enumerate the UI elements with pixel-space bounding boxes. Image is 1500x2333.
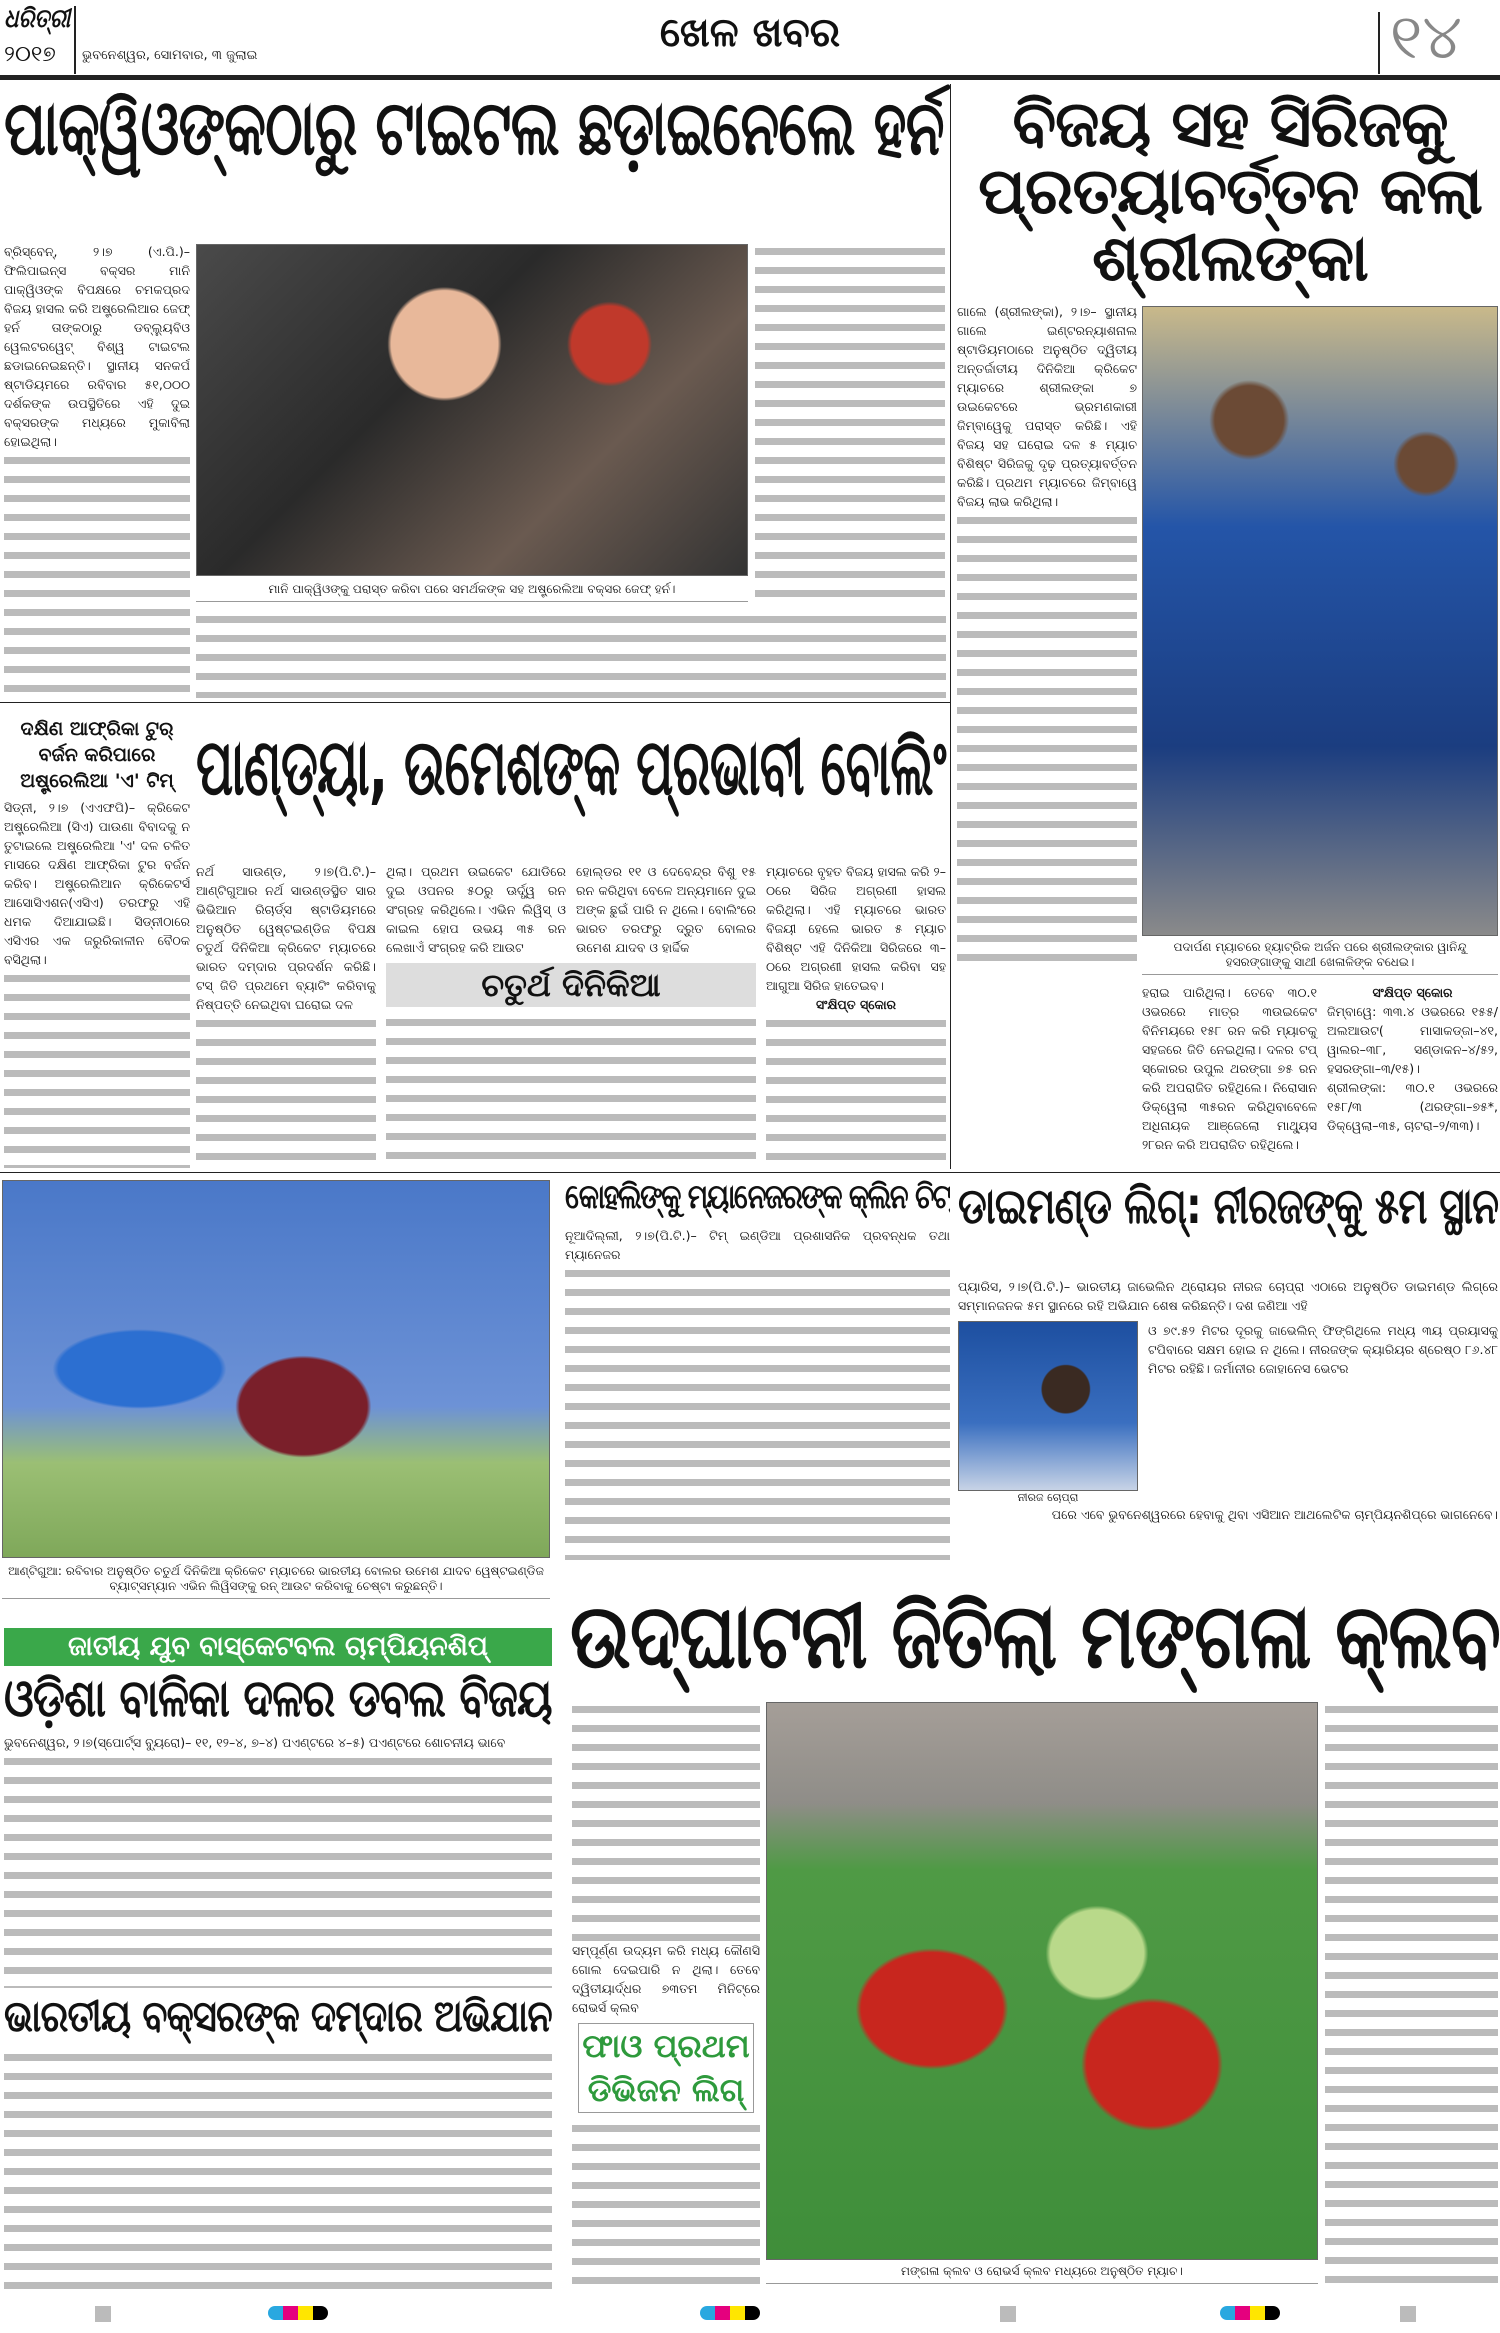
srilanka-caption: ପଦାର୍ପଣ ମ୍ୟାଚରେ ହ୍ୟାଟ୍ରିକ ଅର୍ଜନ ପରେ ଶ୍ରୀଲଙ୍କାର ୱାନିନ୍ଦୁ ହସରଙ୍ଗାଙ୍କୁ ସାଥୀ ଖେଳାଳିଙ୍କ ବଧେଇ। [1142,940,1498,975]
print-marks [0,2300,1500,2333]
fao-box-line1: ଫାଓ ପ୍ରଥମ [582,2027,750,2066]
srilanka-bottom [1142,940,1498,1168]
football-lead: ସମ୍ପୂର୍ଣ୍ଣ ଉଦ୍ୟମ କରି ମଧ୍ୟ କୌଣସି ଗୋଲ ଦେଇପାରି ନ ଥିଲା। ତେବେ ଦ୍ୱିତୀୟାର୍ଦ୍ଧର ୭୩ତମ ମିନିଟ୍‌ରେ ରୋଭର୍ସ କ୍ଲବ [572,1943,760,2016]
logo-year: ୨୦୧୭ [4,42,56,67]
srilanka-body: ହରାଇ ପାରିଥିଲା। ତେବେ ୩୦.୧ ଓଭରରେ ମାତ୍ର ୩ଉଇକେଟ ବିନିମୟରେ ୧୫୮ ରନ କରି ମ୍ୟାଚକୁ ସହଜରେ ଜିତି ନେଇଥିଲା। ଦଳର ଟପ୍‌ ସ୍କୋରର ଉପୁଲ ଥରଙ୍ଗା ୭୫ ରନ କରି ଅପରାଜିତ ରହିଥିଲେ। ନିରୋସାନ ଡିକ୍‌ୱେଲା ୩୫ରନ କରିଥିବାବେଳେ ଅଧିନାୟକ ଆଞ୍ଜେଲୋ ମାଥ୍ୟୁସ ୨୮ରନ କରି ଅପରାଜିତ ରହିଥିଲେ। [1142,985,1317,1152]
kohli-body: ନୂଆଦିଲ୍ଲୀ, ୨।୭(ପି.ଟି.)– ଟିମ୍‌ ଇଣ୍ଡିଆ ପ୍ରଶାସନିକ ପ୍ରବନ୍ଧକ ତଥା ମ୍ୟାନେଜର [565,1227,950,1262]
pandya-col2: ଥିଲା। ପ୍ରଥମ ଉଇକେଟ ଯୋଡିରେ ଦୁଇ ଓପନର ୫୦ରୁ ଊର୍ଦ୍ଧ୍ୱ ରନ ସଂଗ୍ରହ କରିଥିଲେ। ଏଭିନ ଲିୱିସ୍‌ ଓ କାଇଲ ହୋପ ଉଭୟ ୩୫ ରନ ଲେଖାଏଁ ସଂଗ୍ରହ କରି ଆଉଟ [386,864,566,955]
kohli-block [565,1180,950,1560]
neeraj-photo [958,1321,1138,1491]
boxers-block [4,1994,552,2290]
page-number: ୧୪ [1390,0,1463,73]
basketball-headline: ଓଡ଼ିଶା ବାଳିକା ଦଳର ଡବଲ ବିଜୟ [4,1669,552,1729]
cricket-photo [2,1180,550,1558]
basketball-body: ଭୁବନେଶ୍ୱର, ୨।୭(ସ୍ପୋର୍ଟ୍ସ ବ୍ୟୁରୋ)– ୧୧, ୧୨–୪, ୭–୪) ପଏଣ୍ଟରେ ୪–୫) ପଏଣ୍ଟରେ ଶୋଚନୀୟ ଭାବେ [4,1734,506,1750]
fourth-odi-box: ଚତୁର୍ଥ ଦିନିକିଆ [386,963,756,1007]
cricket-photo-caption: ଆଣ୍ଟିଗୁଆ: ରବିବାର ଅନୁଷ୍ଠିତ ଚତୁର୍ଥ ଦିନିକିଆ କ୍ରିକେଟ ମ୍ୟାଚରେ ଭାରତୀୟ ବୋଲର ଉମେଶ ଯାଦବ ୱେଷ୍ଟଇଣ୍ଡିଜ ବ୍ୟାଟ୍ସମ୍ୟାନ ଏଭିନ ଲିୱିସଙ୍କୁ ରନ୍‌ ଆଉଟ କରିବାକୁ ଚେଷ୍ଟା କରୁଛନ୍ତି। [2,1564,550,1599]
srilanka-lead-text: ଗାଲେ (ଶ୍ରୀଲଙ୍କା), ୨।୭– ସ୍ଥାନୀୟ ଗାଲେ ଇଣ୍ଟରନ୍ୟାଶନାଲ ଷ୍ଟାଡିୟମଠାରେ ଅନୁଷ୍ଠିତ ଦ୍ୱିତୀୟ ଅନ୍ତର୍ଜାତୀୟ ଦିନିକିଆ କ୍ରିକେଟ ମ୍ୟାଚରେ ଶ୍ରୀଲଙ୍କା ୭ ଉଇକେଟରେ ଭ୍ରମଣକାରୀ ଜିମ୍ବାୱେକୁ ପରାସ୍ତ କରିଛି। ଏହି ବିଜୟ ସହ ଘରୋଇ ଦଳ ୫ ମ୍ୟାଚ ବିଶିଷ୍ଟ ସିରିଜକୁ ଦୃଢ଼ ପ୍ରତ୍ୟାବର୍ତ୍ତନ କରିଛି। ପ୍ରଥମ ମ୍ୟାଚରେ ଜିମ୍ବାୱେ ବିଜୟ ଲାଭ କରିଥିଲା। [957,304,1137,509]
fao-league-box [578,2023,754,2113]
horn-caption: ମାନି ପାକ୍ୱିଓଙ୍କୁ ପରାସ୍ତ କରିବା ପରେ ସମର୍ଥକଙ୍କ ସହ ଅଷ୍ଟ୍ରେଲିଆ ବକ୍ସର ଜେଫ୍‌ ହର୍ନ। [196,582,748,602]
neeraj-body [958,1277,1498,1562]
horn-lead-text: ବ୍ରିସ୍‌ବେନ୍‌, ୨।୭ (ଏ.ପି.)– ଫିଲିପାଇନ୍ସ ବକ୍ସର ମାନି ପାକ୍ୱିଓଙ୍କ ବିପକ୍ଷରେ ଚମକପ୍ରଦ ବିଜୟ ହାସଲ କରି ଅଷ୍ଟ୍ରେଲିଆର ଜେଫ୍‌ ହର୍ନ ତାଙ୍କଠାରୁ ଡବ୍ଲ୍ୟୁବିଓ ୱେଲଟରୱେଟ୍‌ ବିଶ୍ୱ ଟାଇଟଲ ଛଡାଇନେଇଛନ୍ତି। ସ୍ଥାନୀୟ ସନକର୍ପ ଷ୍ଟାଡିୟମରେ ରବିବାର ୫୧,୦୦୦ ଦର୍ଶକଙ୍କ ଉପସ୍ଥିତିରେ ଏହି ଦୁଇ ବକ୍ସରଙ୍କ ମଧ୍ୟରେ ମୁକାବିଲା ହୋଇଥିଲା। [4,244,190,449]
horn-lead [4,242,190,697]
srilanka-scorebox [1327,983,1498,1154]
kohli-headline: କୋହଲିଙ୍କୁ ମ୍ୟାନେଜରଙ୍କ କ୍ଲିନ ଚିଟ୍‌ [565,1180,950,1217]
neeraj-photo-label: ନୀରଜ ଚୋପ୍ରା [1017,1491,1079,1504]
neeraj-headline: ଡାଇମଣ୍ଡ ଲିଗ୍‌: ନୀରଜଙ୍କୁ ୫ମ ସ୍ଥାନ [958,1177,1499,1235]
boxers-body [4,2048,552,2290]
pandya-middle [386,862,756,1168]
srilanka-photo [1142,306,1498,936]
score-zimbabwe: ଜିମ୍ବାୱେ: ୩୩.୪ ଓଭରରେ ୧୫୫/ ଅଲଆଉଟ( ମାସାକଡ୍‌ଜା–୪୧, ୱାଲର–୩୮, ସଣ୍ଡାକନ–୪/୫୨, ହସରଙ୍ଗା–୩/୧୫)। [1327,1004,1498,1076]
horn-photo [196,244,748,576]
basketball-block [4,1628,552,1988]
football-headline: ଉଦ୍‌ଘାଟନୀ ଜିତିଲା ମଙ୍ଗଳା କ୍ଲବ [570,1584,1500,1689]
horn-columns-bottom [196,610,946,698]
srilanka-lead [957,302,1137,967]
pandya-score-title: ସଂକ୍ଷିପ୍ତ ସ୍କୋର [815,997,897,1012]
neeraj-tail: ପରେ ଏବେ ଭୁବନେଶ୍ୱରରେ ହେବାକୁ ଥିବା ଏସିଆନ ଆଥଲେଟିକ ଚାମ୍ପିୟନଶିପ୍‌ରେ ଭାଗନେବେ। [1051,1507,1498,1522]
pandya-col4 [766,862,946,1167]
football-col-left [572,1700,760,2290]
horn-column-right [755,242,945,602]
australia-a-body: ସିଡ୍‌ନୀ, ୨।୭ (ଏଏଫପି)– କ୍ରିକେଟ ଅଷ୍ଟ୍ରେଲିଆ (ସିଏ) ପାଉଣା ବିବାଦକୁ ନ ତୁଟାଇଲେ ଅଷ୍ଟ୍ରେଲିଆ 'ଏ' ଦଳ ଚଳିତ ମାସରେ ଦକ୍ଷିଣ ଆଫ୍ରିକା ଟୁର ବର୍ଜନ କରିବ। ଅଷ୍ଟ୍ରେଲିଆନ କ୍ରିକେଟର୍ସ ଆସୋସିଏଶନ(ଏସିଏ) ତରଫରୁ ଏହି ଧମକ ଦିଆଯାଇଛି। ସିଡ୍‌ନୀଠାରେ ଏସିଏର ଏକ ଜରୁରିକାଳୀନ ବୈଠକ ବସିଥିଲା। [4,800,190,967]
basketball-banner: ଜାତୀୟ ଯୁବ ବାସ୍କେଟବଲ ଚାମ୍ପିୟନଶିପ୍‌ [4,1628,552,1666]
football-photo [766,1702,1318,2260]
australia-a-headline: ଦକ୍ଷିଣ ଆଫ୍ରିକା ଟୁର୍‌ ବର୍ଜନ କରିପାରେ ଅଷ୍ଟ୍ରେଲିଆ 'ଏ' ଟିମ୍‌ [20,718,174,792]
score-srilanka: ଶ୍ରୀଲଙ୍କା: ୩୦.୧ ଓଭରରେ ୧୫୮/୩ (ଥରଙ୍ଗା–୭୫*, ଡିକ୍‌ୱେଲା–୩୫, ଚାଟରା–୨/୩୩)। [1327,1080,1498,1133]
football-caption: ମଙ୍ଗଳା କ୍ଲବ ଓ ରୋଭର୍ସ କ୍ଲବ ମଧ୍ୟରେ ଅନୁଷ୍ଠିତ ମ୍ୟାଚ। [766,2264,1318,2284]
fao-box-line2: ଡିଭିଜନ ଲିଗ୍‌ [587,2071,745,2110]
dateline: ଭୁବନେଶ୍ୱର, ସୋମବାର, ୩ ଜୁଲାଇ [82,48,258,63]
neeraj-right: ଓ ୭୯.୫୨ ମିଟର ଦୂରକୁ ଜାଭେଲିନ୍‌ ଫିଙ୍ଗିଥିଲେ ମଧ୍ୟ ୩ୟ ପ୍ରୟାସକୁ ଟପିବାରେ ସକ୍ଷମ ହୋଇ ନ ଥିଲେ। ନୀରଜଙ୍କ କ୍ୟାରିୟର ଶ୍ରେଷ୍ଠ ୮୬.୪୮ ମିଟର ରହିଛି। ଜର୍ମାନୀର ଜୋହାନେସ ଭେଟର [1148,1323,1498,1376]
pandya-col4-text: ମ୍ୟାଚରେ ବୃହତ ବିଜୟ ହାସଲ କରି ୨–୦ରେ ସିରିଜ ଅଗ୍ରଣୀ ହାସଲ କରିଥିଲା। ଏହି ମ୍ୟାଚରେ ଭାରତ ବିଜୟୀ ହେଲେ ଭାରତ ୫ ମ୍ୟାଚ ବିଶିଷ୍ଟ ଏହି ଦିନିକିଆ ସିରିଜରେ ୩–୦ରେ ଅଗ୍ରଣୀ ହାସଲ କରିବା ସହ ଆଗୁଆ ସିରିଜ ହାତେଇବ। [766,864,946,993]
horn-headline: ପାକ୍ୱିଓଙ୍କଠାରୁ ଟାଇଟଲ ଛଡ଼ାଇନେଲେ ହର୍ନ [4,83,944,172]
neeraj-lead-top: ପ୍ୟାରିସ, ୨।୭(ପି.ଟି.)– ଭାରତୀୟ ଜାଭେଲିନ ଥ୍ରୋୟର ନୀରଜ ଚୋପ୍ରା ଏଠାରେ ଅନୁଷ୍ଠିତ ଡାଇମଣ୍ଡ ଲିଗ୍‌ରେ ସମ୍ମାନଜନକ ୫ମ ସ୍ଥାନରେ ରହି ଅଭିଯାନ ଶେଷ କରିଛନ୍ତି। ଦଶ ଜଣିଆ ଏହି [958,1279,1498,1313]
pandya-col1 [196,862,376,1167]
pandya-col3: ହୋଲ୍ଡର ୧୧ ଓ ଦେବେନ୍ଦ୍ର ବିଶୁ ୧୫ ରନ କରିଥିବା ବେଳେ ଅନ୍ୟମାନେ ଦୁଇ ଅଙ୍କ ଛୁଇଁ ପାରି ନ ଥିଲେ। ବୋଲିଂରେ ଭାରତ ତରଫରୁ ଦ୍ରୁତ ବୋଲର ଉମେଶ ଯାଦବ ଓ ହାର୍ଦ୍ଦିକ [576,864,756,955]
pandya-headline: ପାଣ୍ଡ୍ୟା, ଉମେଶଙ୍କ ପ୍ରଭାବୀ ବୋଲିଂ [196,723,946,813]
boxers-headline: ଭାରତୀୟ ବକ୍ସରଙ୍କ ଦମ୍‌ଦାର ଅଭିଯାନ [4,1994,552,2042]
football-col-right [1325,1700,1498,2290]
newspaper-logo: ଧରିତ୍ରୀ [4,4,71,34]
australia-a-block [4,716,190,1168]
srilanka-headline: ବିଜୟ ସହ ସିରିଜକୁ ପ୍ରତ୍ୟାବର୍ତ୍ତନ କଲା ଶ୍ରୀଲଙ୍କା [978,88,1482,297]
score-title: ସଂକ୍ଷିପ୍ତ ସ୍କୋର [1372,985,1453,1000]
section-title: ଖେଳ ଖବର [659,10,841,56]
pandya-col1-text: ନର୍ଥ ସାଉଣ୍ଡ, ୨।୭(ପି.ଟି.)– ଆଣ୍ଟିଗୁଆର ନର୍ଥ ସାଉଣ୍ଡସ୍ଥିତ ସାର ଭିଭିଆନ ରିଚାର୍ଡ୍ସ ଷ୍ଟାଡିୟମରେ ଅନୁଷ୍ଠିତ ୱେଷ୍ଟଇଣ୍ଡିଜ ବିପକ୍ଷ ଚତୁର୍ଥ ଦିନିକିଆ କ୍ରିକେଟ ମ୍ୟାଚରେ ଭାରତ ଦମ୍ଦାର ପ୍ରଦର୍ଶନ କରିଛି। ଟସ୍‌ ଜିତି ପ୍ରଥମେ ବ୍ୟାଟିଂ କରିବାକୁ ନିଷ୍ପତ୍ତି ନେଇଥିବା ଘରୋଇ ଦଳ [196,864,376,1012]
